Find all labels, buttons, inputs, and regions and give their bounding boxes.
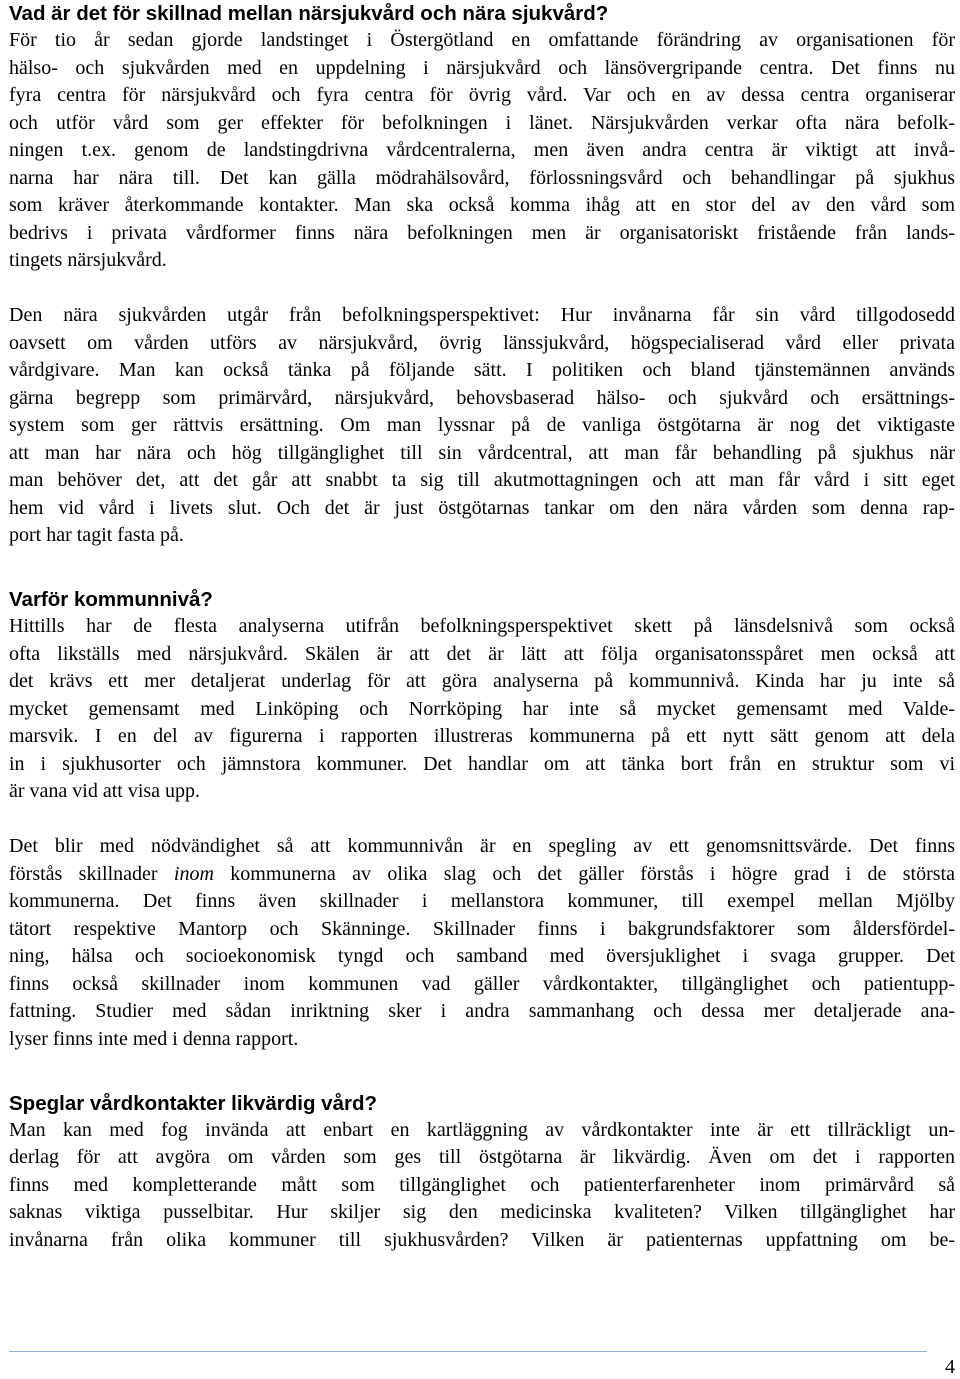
heading-spacer: [9, 1081, 955, 1090]
text-line: gärna begrepp som primärvård, närsjukvård, behovsbaserad hälso- och sjukvård och ersättnings-: [9, 386, 955, 409]
text-line: vårdgivare. Man kan också tänka på följande sätt. I politiken och bland tjänstemännen används: [9, 359, 955, 381]
text-line: att man har nära och hög tillgänglighet till sin vårdcentral, att man får behandling på sjukhus när: [9, 441, 955, 464]
text-line: finns med kompletterande mått som tillgänglighet och patienterfarenheter inom primärvård så: [9, 1173, 955, 1196]
section-kommunniva: [9, 586, 955, 806]
text-line: mycket gemensamt med Linköping och Norrköping har inte så mycket gemensamt med Valde-: [9, 697, 955, 720]
text-line: man behöver det, att det går att snabbt ta sig till akutmottagningen och att man får vård i sitt eget: [9, 469, 955, 491]
text-line: ningen t.ex. genom de landstingdrivna vårdcentralerna, men även andra centra är viktigt att invå-: [9, 139, 955, 161]
text-line: finns också skillnader inom kommunen vad gäller vårdkontakter, tillgänglighet och patientupp-: [9, 972, 955, 995]
heading-narsjukvard: Vad är det för skillnad mellan närsjukvård och nära sjukvård?: [9, 2, 609, 25]
text-line: lyser finns inte med i denna rapport.: [9, 1027, 299, 1050]
paragraph-spacer: [9, 550, 955, 578]
text-line: som kräver återkommande kontakter. Man ska också komma ihåg att en stor del av den vård som: [9, 194, 955, 216]
text-line: hälso- och sjukvården med en uppdelning i närsjukvård och länsövergripande centra. Det finns nu: [9, 56, 955, 79]
text-line: narna har nära till. Det kan gälla mödrahälsovård, förlossningsvård och behandlingar på sjukhus: [9, 166, 955, 189]
heading-kommunniva: Varför kommunnivå?: [9, 588, 213, 611]
text-line: Den nära sjukvården utgår från befolkningsperspektivet: Hur invånarna får sin vård tillgodosedd: [9, 304, 955, 326]
text-line: fattning. Studier med sådan inriktning sker i andra sammanhang och dessa mer detaljerade ana-: [9, 1000, 955, 1022]
text-line: kommunerna. Det finns även skillnader i mellanstora kommuner, till exempel mellan Mjölby: [9, 890, 955, 912]
section-genomsnitt: [9, 833, 955, 1053]
emphasis-inom: inom: [173, 862, 214, 885]
text-line: hem vid vård i livets slut. Och det är just östgötarnas tankar om den nära vården som denna rap-: [9, 496, 955, 519]
text-line: saknas viktiga pusselbitar. Hur skiljer sig den medicinska kvaliteten? Vilken tillgänglighet har: [9, 1201, 955, 1223]
text-line: bedrivs i privata vårdformer finns nära befolkningen men är organisatoriskt fristående från lands-: [9, 221, 955, 244]
text-line: fyra centra för närsjukvård och fyra centra för övrig vård. Var och en av dessa centra organiserar: [9, 84, 955, 106]
paragraph-narsjukvard: [9, 27, 955, 275]
text-line: port har tagit fasta på.: [9, 524, 184, 546]
paragraph-spacer: [9, 1053, 955, 1081]
text-line: marsvik. I en del av figurerna i rapporten illustreras kommunerna på ett nytt sätt genom att dela: [9, 725, 955, 747]
text-line: system som ger rättvis ersättning. Om man lyssnar på de vanliga östgötarna är nog det viktigaste: [9, 414, 955, 436]
text-line: tingets närsjukvård.: [9, 249, 167, 271]
paragraph-likvardig-vard: [9, 1117, 955, 1255]
page-number: 4: [945, 1356, 955, 1378]
text-line: oavsett om vården utförs av närsjukvård, övrig länssjukvård, högspecialiserad vård eller privata: [9, 331, 955, 354]
text-run: förstås skillnader: [9, 862, 174, 885]
paragraph-kommunniva: [9, 613, 955, 806]
text-line: [9, 861, 955, 889]
heading-likvardig-vard: Speglar vårdkontakter likvärdig vård?: [9, 1091, 377, 1115]
paragraph-nara-sjukvard: [9, 302, 955, 550]
text-line: tätort respektive Mantorp och Skänninge. Skillnader finns i bakgrundsfaktorer som åldersfördel-: [9, 917, 955, 940]
text-line: Hittills har de flesta analyserna utifrån befolkningsperspektivet skett på länsdelsnivå som också: [9, 615, 955, 637]
paragraph-spacer: [9, 275, 955, 303]
heading-spacer: [9, 577, 955, 586]
text-line: För tio år sedan gjorde landstinget i Östergötland en omfattande förändring av organisationen för: [9, 29, 955, 51]
text-line: ofta likställs med närsjukvård. Skälen är att det är lätt att följa organisatonsspåret men också att: [9, 642, 955, 665]
text-line: är vana vid att visa upp.: [9, 780, 201, 802]
section-likvardig-vard: [9, 1090, 955, 1255]
section-nara-sjukvard: [9, 302, 955, 550]
text-line: in i sjukhusorter och jämnstora kommuner. Det handlar om att tänka bort från en struktur som vi: [9, 752, 955, 775]
text-line: Man kan med fog invända att enbart en kartläggning av vårdkontakter inte är ett tillräckligt un-: [9, 1118, 955, 1141]
text-line: och utför vård som ger effekter för befolkningen i länet. Närsjukvården verkar ofta nära befolk-: [9, 111, 955, 134]
document-page: [9, 0, 955, 1254]
text-line: derlag för att avgöra om vården som ges till östgötarna är likvärdig. Även om det i rapporten: [9, 1146, 955, 1168]
text-line: det krävs ett mer detaljerat underlag för att göra analyserna på kommunnivå. Kinda har ju inte så: [9, 670, 955, 692]
text-line: invånarna från olika kommuner till sjukhusvården? Vilken är patienternas uppfattning om be-: [9, 1228, 955, 1251]
text-run: kommunerna av olika slag och det gäller förstås i högre grad i de största: [213, 862, 955, 885]
text-line: Det blir med nödvändighet så att kommunnivån är en spegling av ett genomsnittsvärde. Det finns: [9, 835, 955, 857]
text-line: ning, hälsa och socioekonomisk tyngd och samband med översjuklighet i svaga grupper. Det: [9, 945, 955, 967]
paragraph-genomsnitt: [9, 833, 955, 1053]
paragraph-spacer: [9, 806, 955, 834]
section-narsjukvard: [9, 0, 955, 275]
footer-rule: [9, 1351, 927, 1352]
